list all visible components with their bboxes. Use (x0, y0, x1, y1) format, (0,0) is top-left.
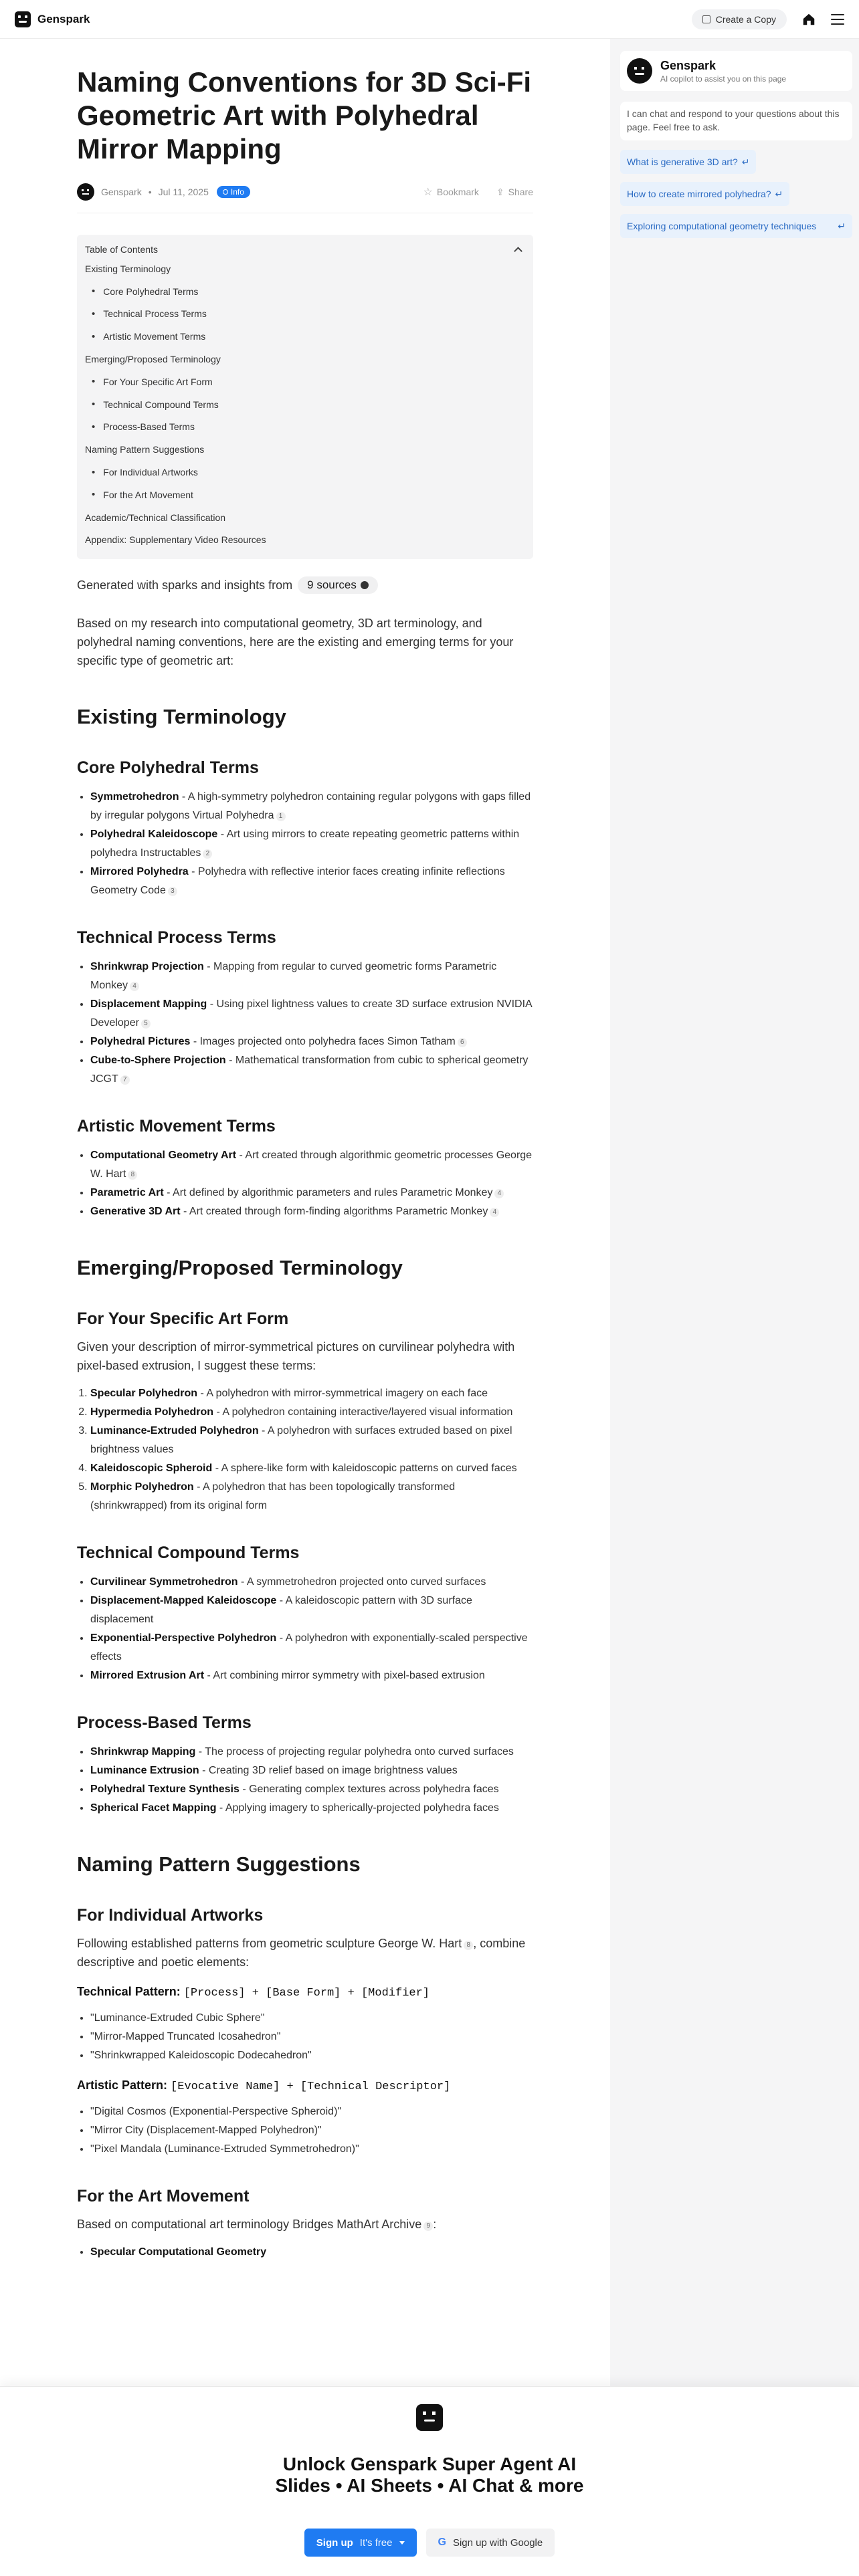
agent-subtitle: AI copilot to assist you on this page (660, 74, 787, 84)
article (77, 39, 533, 2262)
term-name: Hypermedia Polyhedron (90, 1406, 214, 1418)
suggestion-label: How to create mirrored polyhedra? (627, 189, 771, 199)
heading-emerging: Emerging/Proposed Terminology (77, 1256, 403, 1280)
list-item: • "Mirror City (Displacement-Mapped Polyhedron)" (90, 2121, 533, 2140)
individual-text-end: , combine descriptive and poetic elements: (77, 1937, 526, 1969)
share-button[interactable] (496, 185, 533, 199)
toc-item[interactable]: Emerging/Proposed Terminology (85, 354, 221, 365)
citation-badge[interactable]: 7 (120, 1075, 130, 1085)
term-description: - Art combining mirror symmetry with pixel-based extrusion (204, 1670, 485, 1682)
toc-item[interactable]: Existing Terminology (85, 263, 171, 274)
citation-badge[interactable]: 4 (130, 982, 139, 991)
menu-icon[interactable] (831, 14, 844, 25)
suggestion-label: What is generative 3D art? (627, 156, 738, 167)
signup-overlay (0, 2386, 859, 2576)
citation-badge[interactable]: 8 (464, 1941, 473, 1950)
heading-core: Core Polyhedral Terms (77, 758, 259, 778)
brand-name: Genspark (37, 12, 90, 25)
term-description: - A polyhedron with surfaces extruded based on pixel brightness values (90, 1425, 512, 1456)
heading-art: Artistic Movement Terms (77, 1117, 276, 1136)
term-description: - Art defined by algorithmic parameters and rules Parametric Monkey (163, 1187, 493, 1199)
toc-item[interactable]: Naming Pattern Suggestions (85, 444, 205, 455)
list-item (90, 1761, 533, 1780)
term-description: - Art using mirrors to create repeating geometric patterns within polyhedra Instructables (90, 829, 520, 859)
list-item (90, 1592, 533, 1629)
article-meta (77, 183, 533, 213)
toc-item[interactable]: • For Individual Artworks (85, 461, 525, 484)
term-name: Exponential-Perspective Polyhedron (90, 1632, 277, 1644)
list-item (90, 995, 533, 1033)
author-name[interactable]: Genspark (101, 187, 142, 197)
suggestion-chip[interactable] (620, 182, 789, 206)
term-description: - Applying imagery to spherically-projected polyhedra faces (216, 1802, 499, 1814)
table-of-contents (77, 235, 533, 559)
toc-header[interactable] (85, 241, 525, 257)
list-item: • "Digital Cosmos (Exponential-Perspective Spheroid)" (90, 2103, 533, 2121)
agent-avatar-icon (627, 58, 652, 84)
signup-label: Sign up (316, 2537, 353, 2549)
citation-badge[interactable]: 5 (141, 1019, 151, 1029)
google-signup-label: Sign up with Google (452, 2537, 543, 2549)
term-name: Displacement Mapping (90, 998, 207, 1010)
info-badge (217, 186, 250, 198)
toc-item[interactable]: Appendix: Supplementary Video Resources (85, 534, 266, 546)
term-name: Specular Polyhedron (90, 1388, 198, 1400)
list-item: • "Shrinkwrapped Kaleidoscopic Dodecahedron" (90, 2046, 533, 2065)
citation-badge[interactable]: 8 (128, 1170, 137, 1180)
citation-badge[interactable]: 3 (168, 887, 177, 896)
share-icon: ⇪ (496, 186, 504, 197)
term-description: - Art created through form-finding algorithms Parametric Monkey (180, 1206, 488, 1218)
toc-list (85, 257, 525, 551)
artistic-pattern-label: Artistic Pattern: (77, 2078, 168, 2092)
list-item: • "Luminance-Extruded Cubic Sphere" (90, 2009, 533, 2028)
bookmark-label: Bookmark (436, 187, 479, 197)
copilot-sidebar (610, 39, 859, 2386)
movement-text: Based on computational art terminology Bridges MathArt Archive (77, 2218, 422, 2232)
heading-process: Process-Based Terms (77, 1713, 252, 1733)
signup-button[interactable] (304, 2529, 417, 2557)
return-arrow-icon: ↵ (741, 156, 750, 167)
genspark-logo-icon (15, 11, 31, 27)
list-item: • "Mirror-Mapped Truncated Icosahedron" (90, 2028, 533, 2046)
top-bar (0, 0, 859, 39)
list-item (90, 1184, 533, 1202)
info-badge-label: Info (230, 187, 244, 197)
term-name: Luminance Extrusion (90, 1765, 199, 1777)
individual-text: Following established patterns from geometric sculpture George W. Hart (77, 1937, 462, 1951)
movement-paragraph (77, 2215, 533, 2234)
citation-badge[interactable]: 4 (494, 1189, 504, 1198)
list-item (90, 1403, 533, 1422)
meta-separator: • (148, 187, 152, 197)
toc-item[interactable]: • Technical Compound Terms (85, 393, 525, 416)
technical-pattern (77, 1985, 533, 2000)
create-copy-label: Create a Copy (715, 13, 776, 25)
artistic-pattern-formula: [Evocative Name] + [Technical Descriptor] (171, 2080, 451, 2094)
chevron-down-icon[interactable] (399, 2541, 405, 2545)
genspark-logo-icon (416, 2404, 443, 2431)
term-name: Curvilinear Symmetrohedron (90, 1576, 238, 1588)
info-icon (223, 189, 228, 195)
technical-pattern-formula: [Process] + [Base Form] + [Modifier] (183, 1987, 430, 2000)
term-name: Luminance-Extruded Polyhedron (90, 1425, 259, 1437)
chevron-up-icon[interactable] (514, 247, 522, 255)
copy-icon (702, 15, 710, 23)
list-item (90, 1743, 533, 1761)
term-name: Parametric Art (90, 1187, 164, 1199)
term-description: - A symmetrohedron projected onto curved surfaces (237, 1576, 486, 1588)
term-name: Polyhedral Pictures (90, 1036, 191, 1048)
movement-text-end: : (433, 2218, 437, 2232)
chat-intro-message: I can chat and respond to your questions about this page. Feel free to ask. (620, 102, 852, 140)
term-description: - A sphere-like form with kaleidoscopic patterns on curved faces (212, 1463, 517, 1475)
signup-free-label: It's free (359, 2537, 393, 2549)
list-item (90, 2243, 533, 2262)
term-name: Cube-to-Sphere Projection (90, 1055, 226, 1067)
artistic-pattern (77, 2078, 533, 2093)
toc-title: Table of Contents (85, 244, 158, 255)
specific-paragraph: Given your description of mirror-symmetrical pictures on curvilinear polyhedra with pixel-based extrusion, I suggest these terms: (77, 1340, 515, 1373)
movement-list (77, 2243, 533, 2262)
core-terms-list (77, 788, 533, 900)
technical-pattern-label: Technical Pattern: (77, 1985, 181, 1999)
compound-terms-list (77, 1573, 533, 1685)
suggestion-chip[interactable] (620, 214, 852, 238)
home-icon[interactable] (801, 12, 816, 27)
term-description: - Art created through algorithmic geometric processes George W. Hart (90, 1150, 533, 1180)
art-terms-list (77, 1146, 533, 1221)
list-item (90, 1202, 533, 1221)
citation-badge[interactable]: 4 (490, 1208, 499, 1217)
list-item (90, 1573, 533, 1592)
term-name: Computational Geometry Art (90, 1150, 237, 1162)
list-item (90, 1422, 533, 1459)
term-description: - Mapping from regular to curved geometric forms Parametric Monkey (90, 961, 497, 992)
publish-date: Jul 11, 2025 (158, 187, 209, 197)
star-icon: ☆ (423, 187, 433, 198)
term-name: Polyhedral Kaleidoscope (90, 829, 218, 841)
sources-button[interactable] (298, 576, 378, 594)
term-name: Kaleidoscopic Spheroid (90, 1463, 213, 1475)
toc-item[interactable]: Academic/Technical Classification (85, 512, 226, 523)
term-description: - Mathematical transformation from cubic to spherical geometry JCGT (90, 1055, 529, 1085)
term-name: Shrinkwrap Projection (90, 961, 204, 973)
citation-badge[interactable]: 9 (423, 2222, 433, 2231)
toc-item[interactable]: • Process-Based Terms (85, 416, 525, 439)
list-item: • "Pixel Mandala (Luminance-Extruded Symmetrohedron)" (90, 2140, 533, 2159)
heading-specific: For Your Specific Art Form (77, 1309, 289, 1329)
individual-paragraph (77, 1934, 533, 1971)
list-item (90, 1384, 533, 1403)
signup-buttons (0, 2529, 859, 2557)
term-description: - A polyhedron containing interactive/layered visual information (213, 1406, 513, 1418)
create-copy-button[interactable] (692, 9, 787, 29)
heading-compound: Technical Compound Terms (77, 1543, 300, 1563)
term-name: Generative 3D Art (90, 1206, 181, 1218)
agent-name: Genspark (660, 58, 717, 72)
page-title: Naming Conventions for 3D Sci-Fi Geometric Art with Polyhedral Mirror Mapping (77, 66, 532, 165)
list-item (90, 958, 533, 995)
term-description: - Images projected onto polyhedra faces Simon Tatham (190, 1036, 456, 1048)
term-description: - A high-symmetry polyhedron containing regular polygons with gaps filled by irregular polygons Virtual Polyhedra (90, 791, 531, 822)
term-description: - Using pixel lightness values to create 3D surface extrusion NVIDIA Developer (90, 998, 532, 1029)
agent-card (620, 51, 852, 91)
term-description: - A polyhedron with mirror-symmetrical imagery on each face (197, 1388, 488, 1400)
toc-item[interactable]: • Technical Process Terms (85, 303, 525, 326)
list-item (90, 1478, 533, 1515)
term-name: Symmetrohedron (90, 791, 179, 803)
heading-movement: For the Art Movement (77, 2187, 250, 2206)
signup-title: Unlock Genspark Super Agent AI Slides • AI Sheets • AI Chat & more (275, 2454, 584, 2496)
term-name: Mirrored Polyhedra (90, 866, 189, 878)
list-item (90, 825, 533, 863)
artistic-examples-list (77, 2103, 533, 2159)
term-name: Shrinkwrap Mapping (90, 1746, 196, 1758)
return-arrow-icon: ↵ (775, 189, 783, 199)
list-item (90, 788, 533, 825)
list-item (90, 1033, 533, 1051)
bookmark-button[interactable] (423, 185, 479, 199)
suggestion-chip[interactable] (620, 150, 756, 174)
list-item (90, 1146, 533, 1184)
specific-terms-list (77, 1384, 533, 1515)
heading-individual: For Individual Artworks (77, 1906, 264, 1925)
sources-label: 9 sources (307, 578, 357, 592)
citation-badge[interactable]: 6 (458, 1038, 467, 1047)
meta-actions (423, 185, 533, 199)
list-item (90, 863, 533, 900)
term-description: - A kaleidoscopic pattern with 3D surface displacement (90, 1595, 472, 1626)
term-description: - Creating 3D relief based on image brightness values (199, 1765, 458, 1777)
term-description: - A polyhedron that has been topologically transformed (shrinkwrapped) from its original form (90, 1481, 456, 1512)
brand[interactable] (15, 11, 90, 27)
intro-paragraph: Based on my research into computational geometry, 3D art terminology, and polyhedral naming conventions, here are the existing and emerging terms for your specific type of geometric art: (77, 617, 514, 668)
term-name: Morphic Polyhedron (90, 1481, 194, 1493)
term-description: - The process of projecting regular polyhedra onto curved surfaces (195, 1746, 514, 1758)
heading-naming: Naming Pattern Suggestions (77, 1852, 361, 1876)
movement-term: Specular Computational Geometry (90, 2246, 267, 2258)
term-name: Spherical Facet Mapping (90, 1802, 217, 1814)
toc-item[interactable]: • For the Art Movement (85, 484, 525, 506)
heading-tech: Technical Process Terms (77, 928, 276, 948)
generated-prefix: Generated with sparks and insights from (77, 578, 293, 592)
google-icon: G (438, 2537, 446, 2548)
citation-badge[interactable]: 1 (276, 812, 286, 821)
technical-examples-list (77, 2009, 533, 2065)
heading-existing: Existing Terminology (77, 705, 286, 729)
toc-item[interactable]: • Core Polyhedral Terms (85, 280, 525, 303)
term-description: - Generating complex textures across polyhedra faces (239, 1784, 499, 1796)
term-name: Displacement-Mapped Kaleidoscope (90, 1595, 277, 1607)
list-item (90, 1780, 533, 1799)
author-avatar (77, 183, 94, 201)
top-actions (692, 9, 844, 29)
toc-item[interactable]: • For Your Specific Art Form (85, 370, 525, 393)
list-item (90, 1629, 533, 1667)
process-terms-list (77, 1743, 533, 1818)
term-name: Polyhedral Texture Synthesis (90, 1784, 240, 1796)
toc-item[interactable]: • Artistic Movement Terms (85, 325, 525, 348)
list-item (90, 1667, 533, 1685)
term-name: Mirrored Extrusion Art (90, 1670, 205, 1682)
suggestion-label: Exploring computational geometry techniques (627, 221, 817, 231)
return-arrow-icon: ↵ (838, 221, 846, 231)
generated-line (77, 576, 533, 594)
term-description: - Polyhedra with reflective interior faces creating infinite reflections Geometry Code (90, 866, 505, 897)
tech-terms-list (77, 958, 533, 1089)
list-item (90, 1799, 533, 1818)
list-item (90, 1051, 533, 1089)
list-item (90, 1459, 533, 1478)
google-signup-button[interactable] (426, 2529, 555, 2557)
sources-icon (361, 581, 369, 589)
term-description: - A polyhedron with exponentially-scaled perspective effects (90, 1632, 528, 1663)
share-label: Share (508, 187, 533, 197)
citation-badge[interactable]: 2 (203, 849, 212, 859)
